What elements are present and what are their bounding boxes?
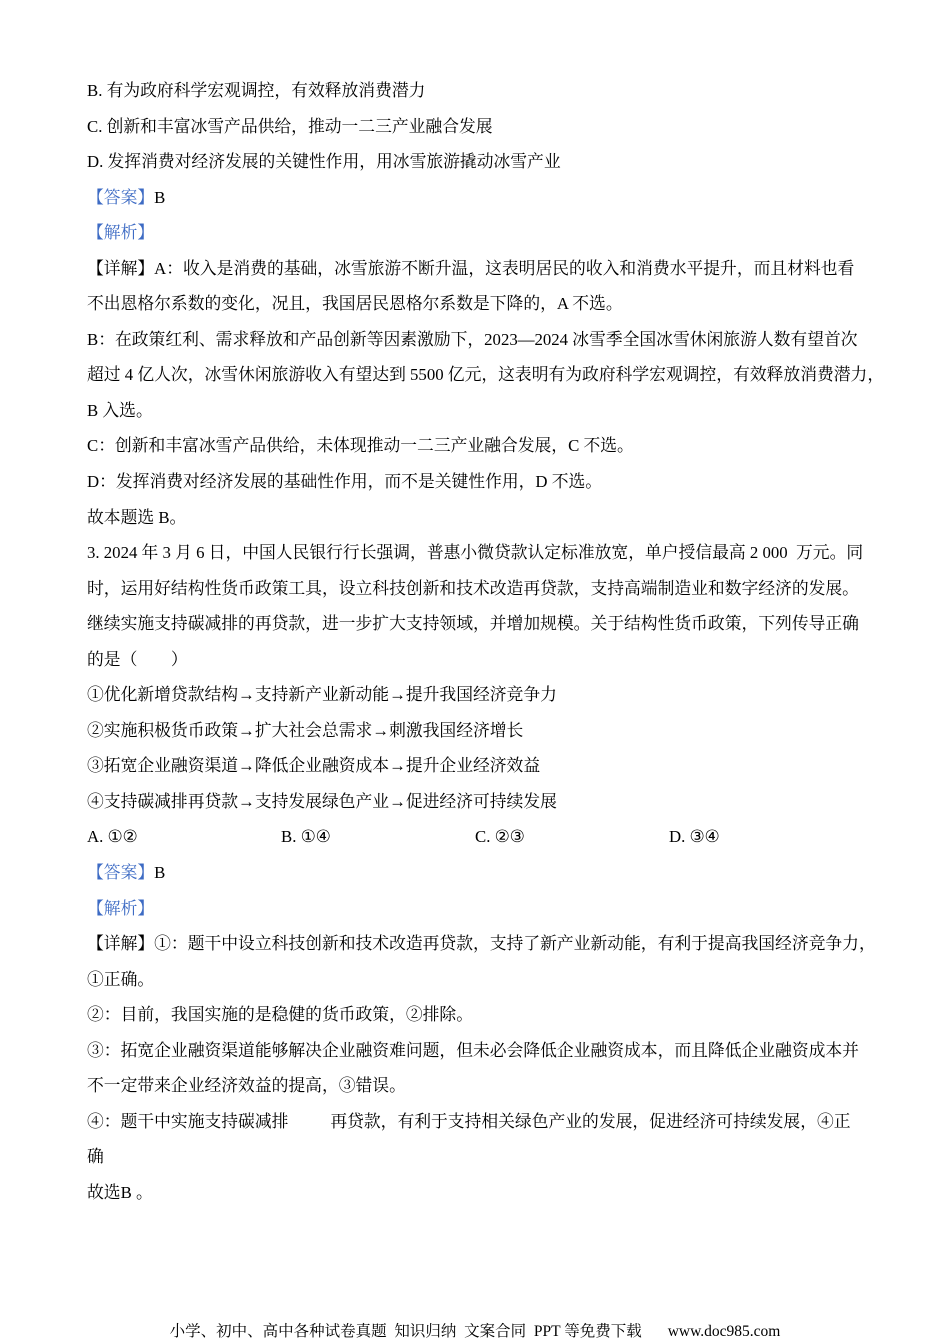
- q2-option-b: B. 有为政府科学宏观调控，有效释放消费潜力: [87, 81, 426, 100]
- q3-statement-2: ②实施积极货币政策→扩大社会总需求→刺激我国经济增长: [87, 720, 524, 740]
- footer-text: 小学、初中、高中各种试卷真题 知识归纳 文案合同 PPT 等免费下载: [169, 1323, 642, 1340]
- q3-choice-d: D. ③④: [669, 827, 720, 847]
- q3-answer: [87, 855, 937, 891]
- q2-analysis: [87, 215, 937, 251]
- q2-detail-line: B 入选。: [87, 400, 153, 420]
- page-content: [87, 73, 937, 1211]
- q3-detail-line: ②：目前，我国实施的是稳健的货币政策，②排除。: [87, 1005, 473, 1025]
- q2-option-c: C. 创新和丰富冰雪产品供给，推动一二三产业融合发展: [87, 116, 493, 136]
- q2-detail-line: B：在政策红利、需求释放和产品创新等因素激励下，2023—2024 冰雪季全国冰雪休闲旅游人数有望首次: [87, 329, 858, 349]
- q3-choice-b: B. ①④: [281, 827, 331, 847]
- q3-stem-line: 的是（ ）: [87, 649, 188, 669]
- q3-detail-label: 【详解】: [87, 934, 155, 954]
- q3-choice-a: A. ①②: [87, 827, 138, 847]
- q3-statement-1: ①优化新增贷款结构→支持新产业新动能→提升我国经济竞争力: [87, 685, 557, 705]
- q3-answer-label: 【答案】: [87, 863, 155, 883]
- q3-choices: [87, 819, 937, 855]
- q2-detail-line: C：创新和丰富冰雪产品供给，未体现推动一二三产业融合发展，C 不选。: [87, 436, 634, 456]
- q3-answer-value: B: [154, 863, 166, 883]
- q3-statement-4: ④支持碳减排再贷款→支持发展绿色产业→促进经济可持续发展: [87, 791, 557, 811]
- q2-detail-line: [87, 251, 937, 287]
- q3-detail-text: ①：题干中设立科技创新和技术改造再贷款，支持了新产业新动能，有利于提高我国经济竞争力，: [154, 934, 876, 954]
- q3-detail-line: [87, 926, 937, 962]
- q2-answer: [87, 180, 937, 216]
- q3-stem-line: 3. 2024 年 3 月 6 日，中国人民银行行长强调，普惠小微贷款认定标准放宽，单户授信最高 2 000 万元。同: [87, 543, 864, 563]
- q2-detail-text: A：收入是消费的基础，冰雪旅游不断升温，这表明居民的收入和消费水平提升，而且材料也看: [154, 258, 855, 278]
- q2-analysis-label: 【解析】: [87, 223, 155, 243]
- footer-link[interactable]: www.doc985.com: [667, 1323, 781, 1340]
- q3-choice-c: C. ②③: [475, 827, 525, 847]
- q3-conclusion: 故选B 。: [87, 1182, 153, 1202]
- q2-option-d: D. 发挥消费对经济发展的关键性作用，用冰雪旅游撬动冰雪产业: [87, 152, 561, 172]
- q2-detail-line: D：发挥消费对经济发展的基础性作用，而不是关键性作用，D 不选。: [87, 472, 603, 492]
- q2-detail-label: 【详解】: [87, 258, 155, 278]
- q2-detail-line: 超过 4 亿人次，冰雪休闲旅游收入有望达到 5500 亿元，这表明有为政府科学宏观调控，有效释放消费潜力，: [87, 365, 885, 385]
- page-footer: [0, 1321, 950, 1343]
- q2-detail-line: 不出恩格尔系数的变化，况且，我国居民恩格尔系数是下降的，A 不选。: [87, 294, 623, 314]
- q3-detail-line: ①正确。: [87, 969, 155, 989]
- q3-detail-line: 确: [87, 1147, 104, 1167]
- q3-statement-3: ③拓宽企业融资渠道→降低企业融资成本→提升企业经济效益: [87, 756, 541, 776]
- q3-stem-line: 继续实施支持碳减排的再贷款，进一步扩大支持领域，并增加规模。关于结构性货币政策，下列传导正确: [87, 614, 859, 634]
- q3-stem-line: 时，运用好结构性货币政策工具，设立科技创新和技术改造再贷款，支持高端制造业和数字经济的发展。: [87, 578, 859, 598]
- q2-conclusion: 故本题选 B。: [87, 507, 187, 527]
- q2-answer-label: 【答案】: [87, 187, 155, 207]
- q3-detail-line: ④：题干中实施支持碳减排 再贷款，有利于支持相关绿色产业的发展，促进经济可持续发展，④正: [87, 1111, 851, 1131]
- q2-answer-value: B: [154, 187, 166, 207]
- q3-detail-line: 不一定带来企业经济效益的提高，③错误。: [87, 1076, 406, 1096]
- q3-analysis: [87, 891, 937, 927]
- q3-detail-line: ③：拓宽企业融资渠道能够解决企业融资难问题，但未必会降低企业融资成本，而且降低企业融资成本并: [87, 1040, 859, 1060]
- q3-analysis-label: 【解析】: [87, 898, 155, 918]
